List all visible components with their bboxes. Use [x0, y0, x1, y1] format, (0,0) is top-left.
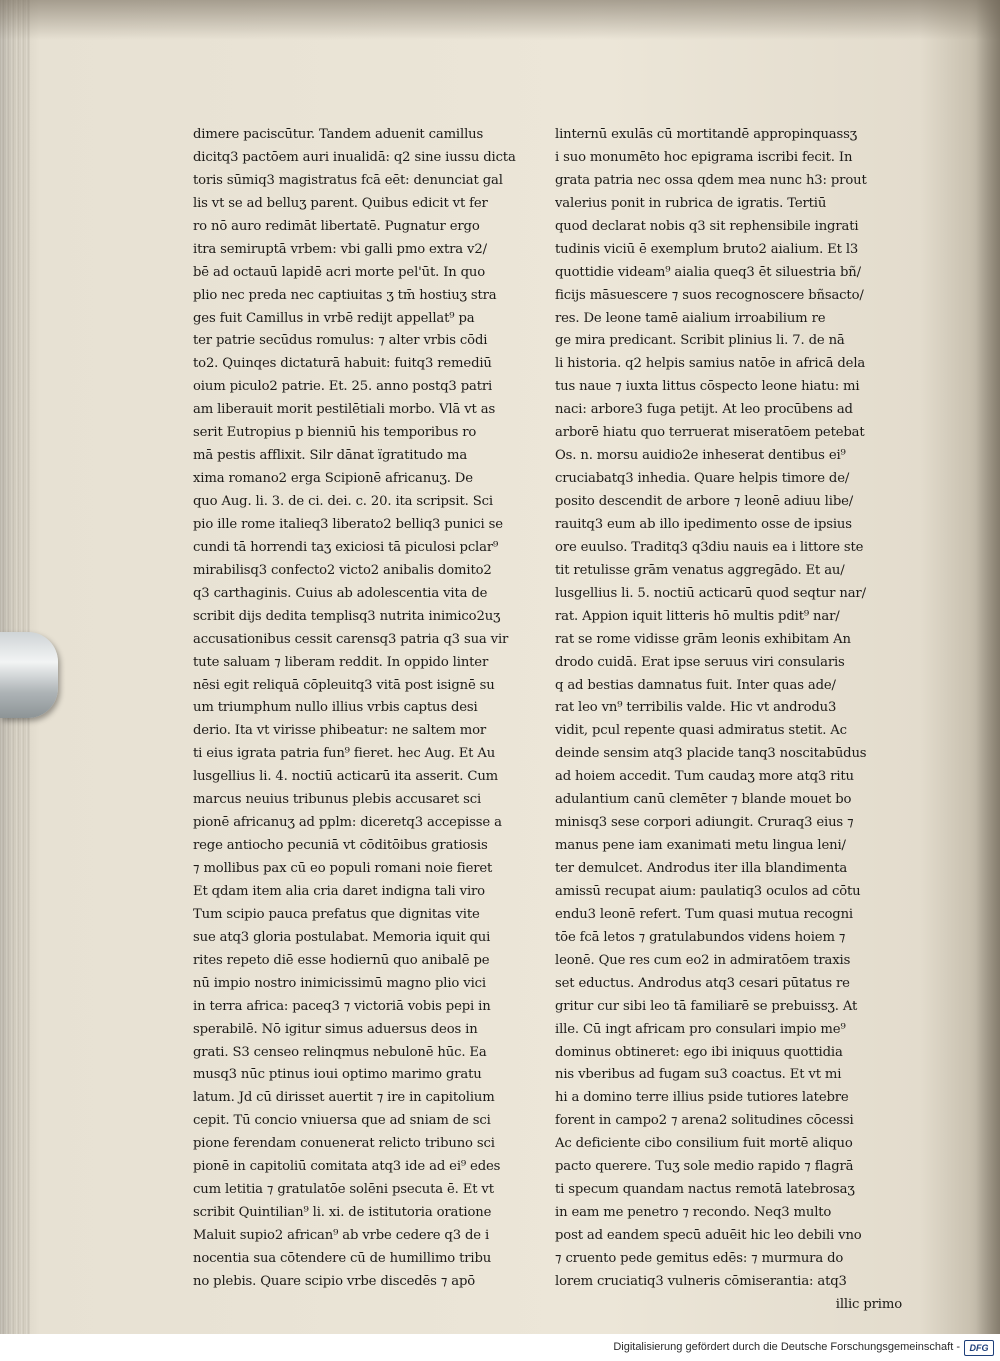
text-line: toris sūmiq3 magistratus fcā eēt: denunciat gal — [193, 172, 503, 188]
text-line: q ad bestias damnatus fuit. Inter quas ade/ — [555, 677, 836, 693]
footer-bar — [0, 1334, 1000, 1361]
text-line: quottidie videam⁹ aialia queq3 ēt siluestria bñ/ — [555, 264, 861, 280]
text-line: serit Eutropius p bienniū his temporibus ro — [193, 425, 477, 441]
text-line: lusgellius li. 4. noctiū acticarū ita asserit. Cum — [193, 769, 499, 785]
text-line: in eam me penetro ⁊ recondo. Neq3 multo — [555, 1205, 832, 1221]
text-line: sperabilē. Nō igitur simus aduersus deos in — [193, 1021, 478, 1037]
text-line: nocentia sua cōtendere cū de humillimo tribu — [193, 1250, 492, 1266]
text-line: nis vberibus ad fugam su3 coactus. Et vt mi — [555, 1067, 842, 1083]
top-shadow — [0, 0, 1000, 40]
text-column-left — [193, 124, 538, 1294]
funding-credit: Digitalisierung gefördert durch die Deutsche Forschungsgemeinschaft - — [613, 1341, 960, 1353]
text-line: rat se rome vidisse grām leonis exhibitam An — [555, 631, 851, 647]
text-line: grati. S3 censeo relinqmus nebulonē hūc. Ea — [193, 1044, 487, 1060]
text-line: plio nec preda nec captiuitas ʒ tm̄ hostiuʒ stra — [193, 287, 497, 303]
text-line: tus naue ⁊ iuxta littus cōspecto leone hiatu: mi — [555, 379, 860, 395]
text-line: rauitq3 eum ab illo ipedimento osse de ipsius — [555, 516, 852, 532]
text-line: rege antiocho pecuniā vt cōditōibus gratiosis — [193, 838, 488, 854]
text-line: Os. n. morsu auidio2e inheserat dentibus ei⁹ — [555, 448, 846, 464]
text-line: dimere paciscūtur. Tandem aduenit camillus — [193, 127, 484, 142]
text-line: minisq3 sese corpori adiungit. Cruraq3 eius ⁊ — [555, 815, 854, 831]
text-line: set eductus. Androdus atq3 cesari pūtatus re — [555, 975, 850, 991]
text-line: gritur cur sibi leo tā familiarē se prebuissʒ. At — [555, 998, 858, 1014]
text-line: illic primo — [835, 1296, 902, 1312]
text-line: itra semiruptā vrbem: vbi galli pmo extra v2/ — [193, 241, 487, 257]
text-line: ⁊ mollibus pax cū eo populi romani noie fieret — [193, 861, 493, 876]
text-line: rat leo vn⁹ terribilis valde. Hic vt androdu3 — [555, 700, 837, 716]
text-line: nū impio nostro inimicissimū magno plio vici — [193, 975, 486, 991]
text-line: pio ille rome italieq3 liberato2 belliq3 punici se — [193, 516, 503, 532]
text-line: oium piculo2 patrie. Et. 25. anno postq3 patri — [193, 379, 493, 395]
text-line: pionē in capitoliū comitata atq3 ide ad ei⁹ edes — [193, 1159, 501, 1175]
text-line: xima romano2 erga Scipionē africanuʒ. De — [193, 471, 473, 487]
text-line: ge mira predicant. Scribit plinius li. 7. de nā — [555, 333, 845, 349]
text-line: musq3 nūc ptinus ioui optimo marimo gratu — [193, 1067, 482, 1083]
text-line: tit retulisse grām venatus aggregādo. Et au/ — [555, 562, 845, 578]
text-line: adulantium canū clemēter ⁊ blande mouet bo — [555, 792, 852, 808]
text-line: rites repeto diē esse hodiernū quo anibalē pe — [193, 952, 490, 968]
text-line: lusgellius li. 5. noctiū acticarū quod seqtur nar/ — [555, 585, 866, 601]
text-line: lorem cruciatiq3 vulneris cōmiserantia: atq3 — [555, 1273, 847, 1289]
text-line: res. De leone tamē aialium irroabilium re — [555, 310, 826, 326]
text-line: ad hoiem accedit. Tum caudaʒ more atq3 ritu — [555, 769, 854, 785]
text-line: mā pestis afflixit. Silr dānat ïgratitudo ma — [193, 448, 468, 464]
text-line: ter demulcet. Androdus iter illa blandimenta — [555, 861, 848, 876]
text-line: pionē africanuʒ ad pplm: diceretq3 accepisse a — [193, 815, 502, 831]
text-line: nēsi egit reliquā cōpleuitq3 vitā post isignē su — [193, 677, 495, 693]
text-line: forent in campo2 ⁊ arena2 solitudines cōcessi — [555, 1113, 854, 1129]
text-line: in terra africa: paceq3 ⁊ victoriā vobis pepi in — [193, 998, 491, 1014]
text-line: deinde sensim atq3 placide tanq3 noscitabūdus — [555, 746, 867, 762]
text-line: quod declarat nobis q3 sit rephensibile ingrati — [555, 218, 859, 234]
text-line: tute saluam ⁊ liberam reddit. In oppido linter — [193, 654, 489, 670]
text-line: Tum scipio pauca prefatus que dignitas vite — [193, 906, 480, 922]
text-line: vidit, pcul repente quasi admiratus stetit. Ac — [555, 723, 847, 739]
text-line: latum. Jd cū dirisset auertit ⁊ ire in capitolium — [193, 1090, 495, 1106]
text-line: dicitq3 pactōem auri inualidā: q2 sine iussu dicta — [193, 149, 516, 165]
text-line: no plebis. Quare scipio vrbe discedēs ⁊ apō — [193, 1273, 476, 1289]
text-line: cepit. Tū concio vniuersa que ad sniam de sci — [193, 1113, 491, 1129]
text-line: cruciabatq3 inhedia. Quare helpis timore de/ — [555, 471, 850, 487]
text-line: ges fuit Camillus in vrbē redijt appellat⁹ pa — [193, 310, 475, 326]
text-line: bē ad octauū lapidē acri morte pel'ūt. In quo — [193, 264, 486, 280]
text-line: posito descendit de arbore ⁊ leonē adiuu libe/ — [555, 494, 854, 509]
text-line: rat. Appion iquit litteris hō multis pdit⁹ nar/ — [555, 608, 840, 624]
text-line: to2. Quinqes dictaturā habuit: fuitq3 remediū — [193, 356, 492, 372]
text-line: ⁊ cruento pede gemitus edēs: ⁊ murmura do — [555, 1250, 844, 1266]
text-line: sue atq3 gloria postulabat. Memoria iquit qui — [193, 929, 491, 945]
text-line: grata patria nec ossa qdem mea nunc h3: prout — [555, 172, 867, 188]
text-line: pacto querere. Tuʒ sole medio rapido ⁊ flagrā — [555, 1159, 854, 1175]
text-line: am liberauit morit pestilētiali morbo. Vlā vt as — [193, 402, 496, 418]
text-line: ti eius igrata patria fun⁹ fieret. hec Aug. Et Au — [193, 746, 496, 762]
text-line: Maluit supio2 african⁹ ab vrbe cedere q3 de i — [193, 1228, 490, 1243]
text-line: mirabilisq3 confecto2 victo2 anibalis domito2 — [193, 562, 492, 578]
text-line: arborē hiatu quo terruerat miseratōem petebat — [555, 425, 865, 441]
dfg-logo-icon: DFG — [964, 1340, 994, 1356]
text-line: cum letitia ⁊ gratulatōe solēni psecuta ē. Et vt — [193, 1182, 494, 1198]
text-line: amissū recupat aium: paulatiq3 oculos ad cōtu — [555, 883, 861, 899]
text-line: um triumphum nullo illius vrbis captus desi — [193, 700, 478, 716]
text-line: ficijs māsuescere ⁊ suos recognoscere bñsacto/ — [555, 287, 864, 303]
text-line: manus pene iam exanimati metu lingua leni/ — [555, 838, 846, 854]
text-line: naci: arbore3 fuga petijt. At leo procūbens ad — [555, 402, 853, 418]
text-line: marcus neuius tribunus plebis accusaret sci — [193, 792, 482, 808]
text-line: ti specum quandam nactus remotā latebrosaʒ — [555, 1182, 855, 1198]
text-column-right — [555, 124, 910, 1317]
text-line: drodo cuidā. Erat ipse seruus viri consularis — [555, 654, 845, 670]
text-line: q3 carthaginis. Cuius ab adolescentia vita de — [193, 585, 488, 601]
text-line: leonē. Que res cum eo2 in admiratōem traxis — [555, 952, 851, 968]
text-line: accusationibus cessit carensq3 patria q3 sua vir — [193, 631, 509, 647]
text-line: linternū exulās cū mortitandē appropinquassʒ — [555, 127, 858, 142]
text-line: post ad eandem specū aduēit hic leo debili vno — [555, 1228, 862, 1243]
text-line: tudinis viciū ē exemplum bruto2 aialium. Et l3 — [555, 241, 859, 257]
page-holder-clip — [0, 632, 58, 718]
text-line: Et qdam item alia cria daret indigna tali viro — [193, 883, 485, 899]
text-line: valerius ponit in rubrica de igratis. Tertiū — [555, 195, 827, 211]
text-line: ro nō auro redimāt libertatē. Pugnatur ergo — [193, 218, 480, 234]
text-line: tōe fcā letos ⁊ gratulabundos videns hoiem ⁊ — [555, 929, 846, 945]
text-line: scribit Quintilian⁹ li. xi. de istitutoria oratione — [193, 1205, 492, 1221]
text-line: ille. Cū ingt africam pro consulari impio me⁹ — [555, 1021, 846, 1037]
book-gutter-right — [976, 0, 1000, 1334]
text-line: hi a domino terre illius pside tutiores latebre — [555, 1090, 849, 1106]
text-line: cundi tā horrendi taʒ exiciosi tā piculosi pclar⁹ — [193, 539, 499, 555]
text-line: lis vt se ad belluʒ parent. Quibus edicit vt fer — [193, 195, 488, 211]
text-line: ore euulso. Traditq3 q3diu nauis ea i littore ste — [555, 539, 864, 555]
text-line: dominus obtineret: ego ibi iniquus quottidia — [555, 1044, 843, 1060]
text-line: scribit dijs dedita templisq3 nutrita inimico2uʒ — [193, 608, 501, 624]
text-line: li historia. q2 helpis samius natōe in africā dela — [555, 356, 866, 372]
text-line: ter patrie secūdus romulus: ⁊ alter vrbis cōdi — [193, 333, 488, 349]
text-line: endu3 leonē refert. Tum quasi mutua recogni — [555, 906, 853, 922]
text-line: derio. Ita vt virisse phibeatur: ne saltem mor — [193, 723, 487, 739]
text-line: pione ferendam conuenerat relicto tribuno sci — [193, 1136, 495, 1152]
text-line: i suo monumēto hoc epigrama iscribi fecit. In — [555, 149, 853, 165]
text-line: Ac deficiente cibo consilium fuit mortē aliquo — [555, 1136, 853, 1152]
text-line: quo Aug. li. 3. de ci. dei. c. 20. ita scripsit. Sci — [193, 494, 493, 509]
